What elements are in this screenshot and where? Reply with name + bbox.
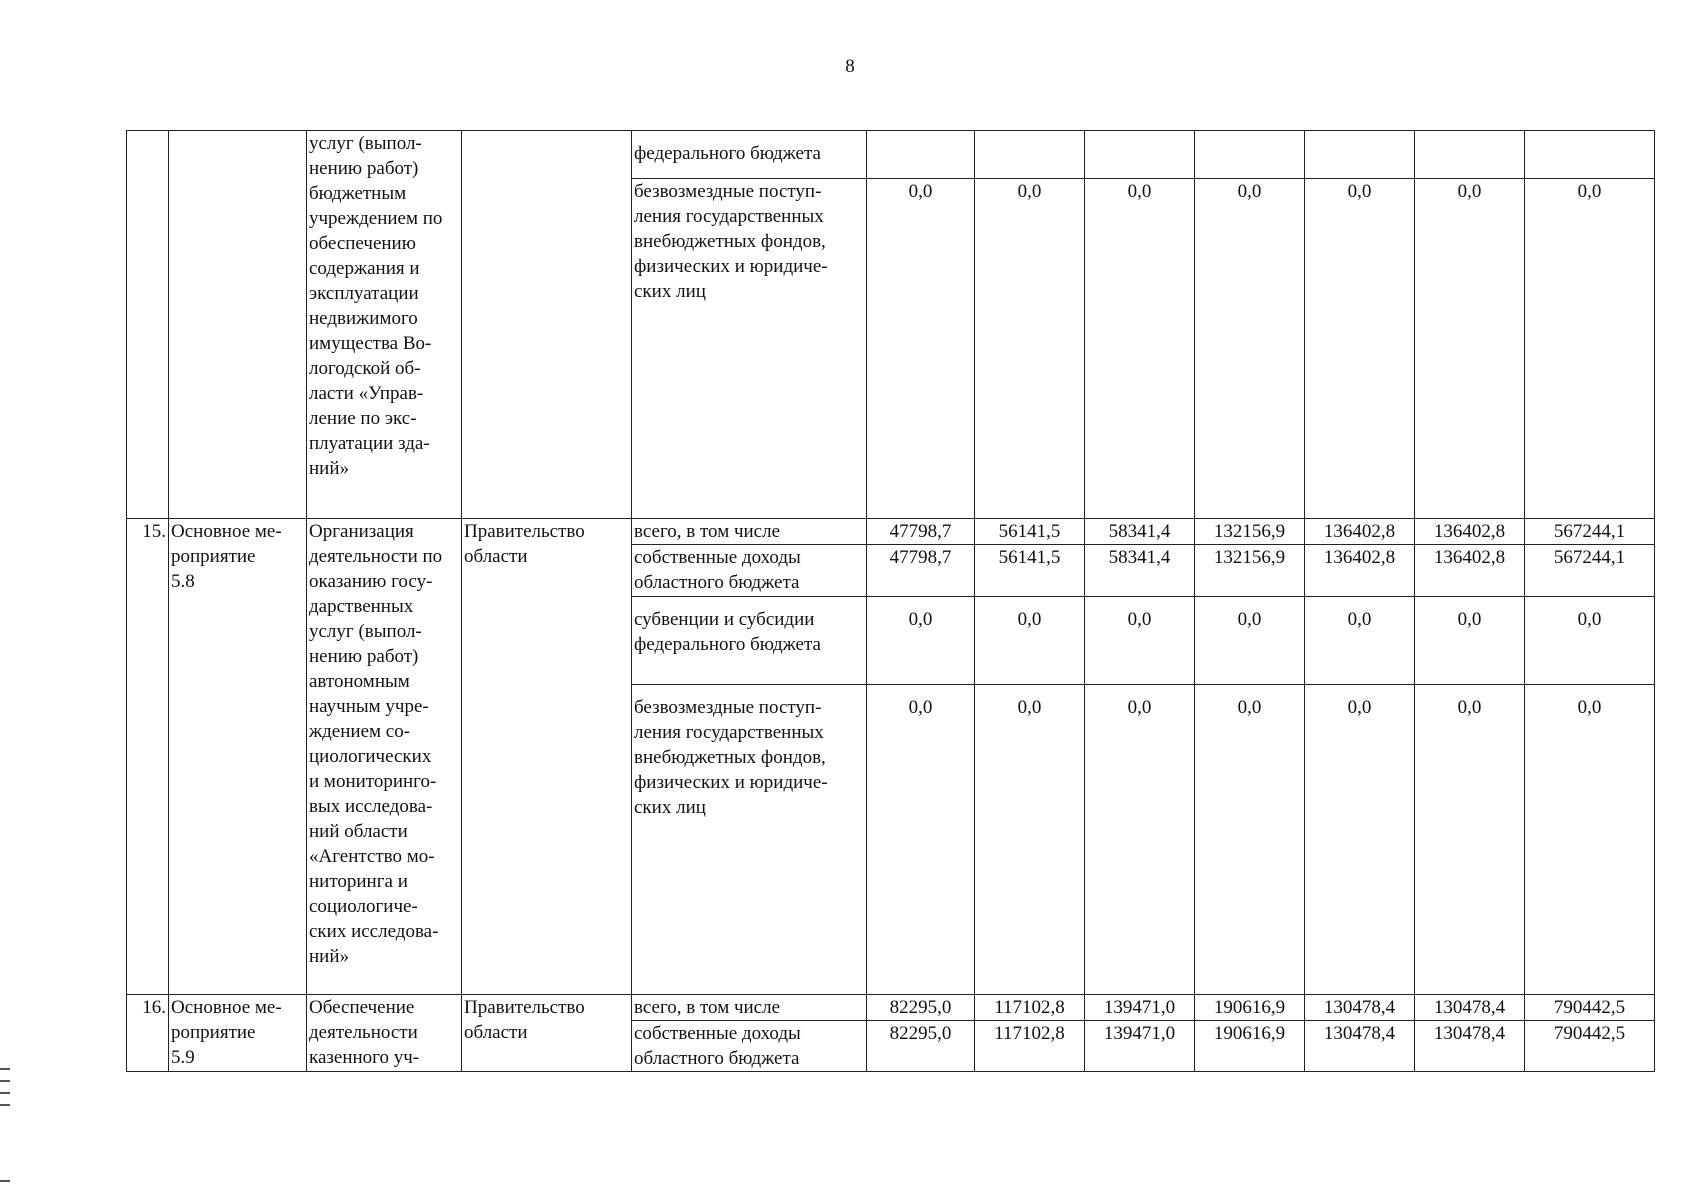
cell-value: 58341,4 [1085, 545, 1195, 597]
cell-source: всего, в том числе [632, 519, 867, 545]
cell-value: 0,0 [1305, 597, 1415, 685]
cell-value: 0,0 [1085, 597, 1195, 685]
cell-value: 0,0 [1415, 597, 1525, 685]
budget-table [126, 130, 1655, 1072]
cell-value: 47798,7 [867, 519, 975, 545]
scan-mark [0, 1080, 10, 1082]
cell-source: всего, в том числе [632, 995, 867, 1021]
cell-value: 117102,8 [975, 1021, 1085, 1072]
cell-source: собственные доходы областного бюджета [632, 1021, 867, 1072]
cell-name: услуг (выпол- нению работ) бюджетным учреждением по обеспечению содержания и эксплуатации недвижимого имущества Во- логодской об- ласти «Управ- ление по экс- плуатации зда- ний» [307, 131, 462, 519]
cell-num: 15. [127, 519, 169, 995]
cell-value: 0,0 [1415, 685, 1525, 995]
cell-value: 190616,9 [1195, 995, 1305, 1021]
cell-value: 567244,1 [1525, 545, 1655, 597]
scan-mark [0, 1180, 10, 1182]
cell-value: 0,0 [975, 597, 1085, 685]
cell-executor [462, 131, 632, 519]
table-row [127, 131, 1655, 179]
cell-source: безвозмездные поступ- ления государственных внебюджетных фондов, физических и юридиче- ских лиц [632, 685, 867, 995]
cell-num [127, 131, 169, 519]
cell-value: 0,0 [867, 685, 975, 995]
cell-type: Основное ме- роприятие 5.8 [169, 519, 307, 995]
page-number: 8 [845, 56, 855, 77]
cell-value: 0,0 [867, 597, 975, 685]
cell-value: 190616,9 [1195, 1021, 1305, 1072]
cell-value: 139471,0 [1085, 995, 1195, 1021]
cell-value: 47798,7 [867, 545, 975, 597]
scan-mark [0, 1104, 10, 1106]
cell-value: 0,0 [1305, 179, 1415, 519]
cell-source: собственные доходы областного бюджета [632, 545, 867, 597]
cell-value: 132156,9 [1195, 519, 1305, 545]
cell-value: 0,0 [1195, 597, 1305, 685]
cell-type: Основное ме- роприятие 5.9 [169, 995, 307, 1072]
scan-mark [0, 1092, 10, 1094]
cell-value: 790442,5 [1525, 995, 1655, 1021]
cell-value: 790442,5 [1525, 1021, 1655, 1072]
cell-value: 0,0 [1195, 179, 1305, 519]
cell-value: 0,0 [867, 179, 975, 519]
cell-num: 16. [127, 995, 169, 1072]
cell-source: федерального бюджета [632, 131, 867, 179]
cell-type [169, 131, 307, 519]
cell-value: 136402,8 [1305, 545, 1415, 597]
cell-value: 132156,9 [1195, 545, 1305, 597]
cell-executor: Правительство области [462, 519, 632, 995]
cell-value: 0,0 [1525, 597, 1655, 685]
cell-value: 130478,4 [1415, 995, 1525, 1021]
cell-value: 0,0 [1525, 179, 1655, 519]
cell-name: Организация деятельности по оказанию госу- дарственных услуг (выпол- нению работ) автономным научным учре- ждением со- циологических и мониторинго- вых исследова- ний области «Агентство мо- ниторинга и социологиче- ских исследова- ний» [307, 519, 462, 995]
cell-value: 139471,0 [1085, 1021, 1195, 1072]
cell-value: 56141,5 [975, 545, 1085, 597]
cell-value: 0,0 [1305, 685, 1415, 995]
cell-source: субвенции и субсидии федерального бюджета [632, 597, 867, 685]
table-row [127, 519, 1655, 545]
cell-value: 82295,0 [867, 1021, 975, 1072]
cell-value: 0,0 [975, 685, 1085, 995]
scan-mark [0, 1068, 10, 1070]
cell-source: безвозмездные поступ- ления государственных внебюджетных фондов, физических и юридиче- ских лиц [632, 179, 867, 519]
cell-value: 58341,4 [1085, 519, 1195, 545]
cell-value: 136402,8 [1415, 545, 1525, 597]
cell-name: Обеспечение деятельности казенного уч- [307, 995, 462, 1072]
table-row [127, 995, 1655, 1021]
cell-value: 0,0 [975, 179, 1085, 519]
cell-value: 0,0 [1415, 179, 1525, 519]
cell-value: 0,0 [1085, 179, 1195, 519]
cell-value: 130478,4 [1305, 995, 1415, 1021]
cell-value: 136402,8 [1305, 519, 1415, 545]
cell-value: 0,0 [1195, 685, 1305, 995]
cell-value: 0,0 [1525, 685, 1655, 995]
cell-value: 82295,0 [867, 995, 975, 1021]
cell-value: 136402,8 [1415, 519, 1525, 545]
cell-value: 567244,1 [1525, 519, 1655, 545]
cell-executor: Правительство области [462, 995, 632, 1072]
cell-value: 130478,4 [1415, 1021, 1525, 1072]
cell-value: 0,0 [1085, 685, 1195, 995]
cell-value: 56141,5 [975, 519, 1085, 545]
cell-value: 130478,4 [1305, 1021, 1415, 1072]
cell-value: 117102,8 [975, 995, 1085, 1021]
